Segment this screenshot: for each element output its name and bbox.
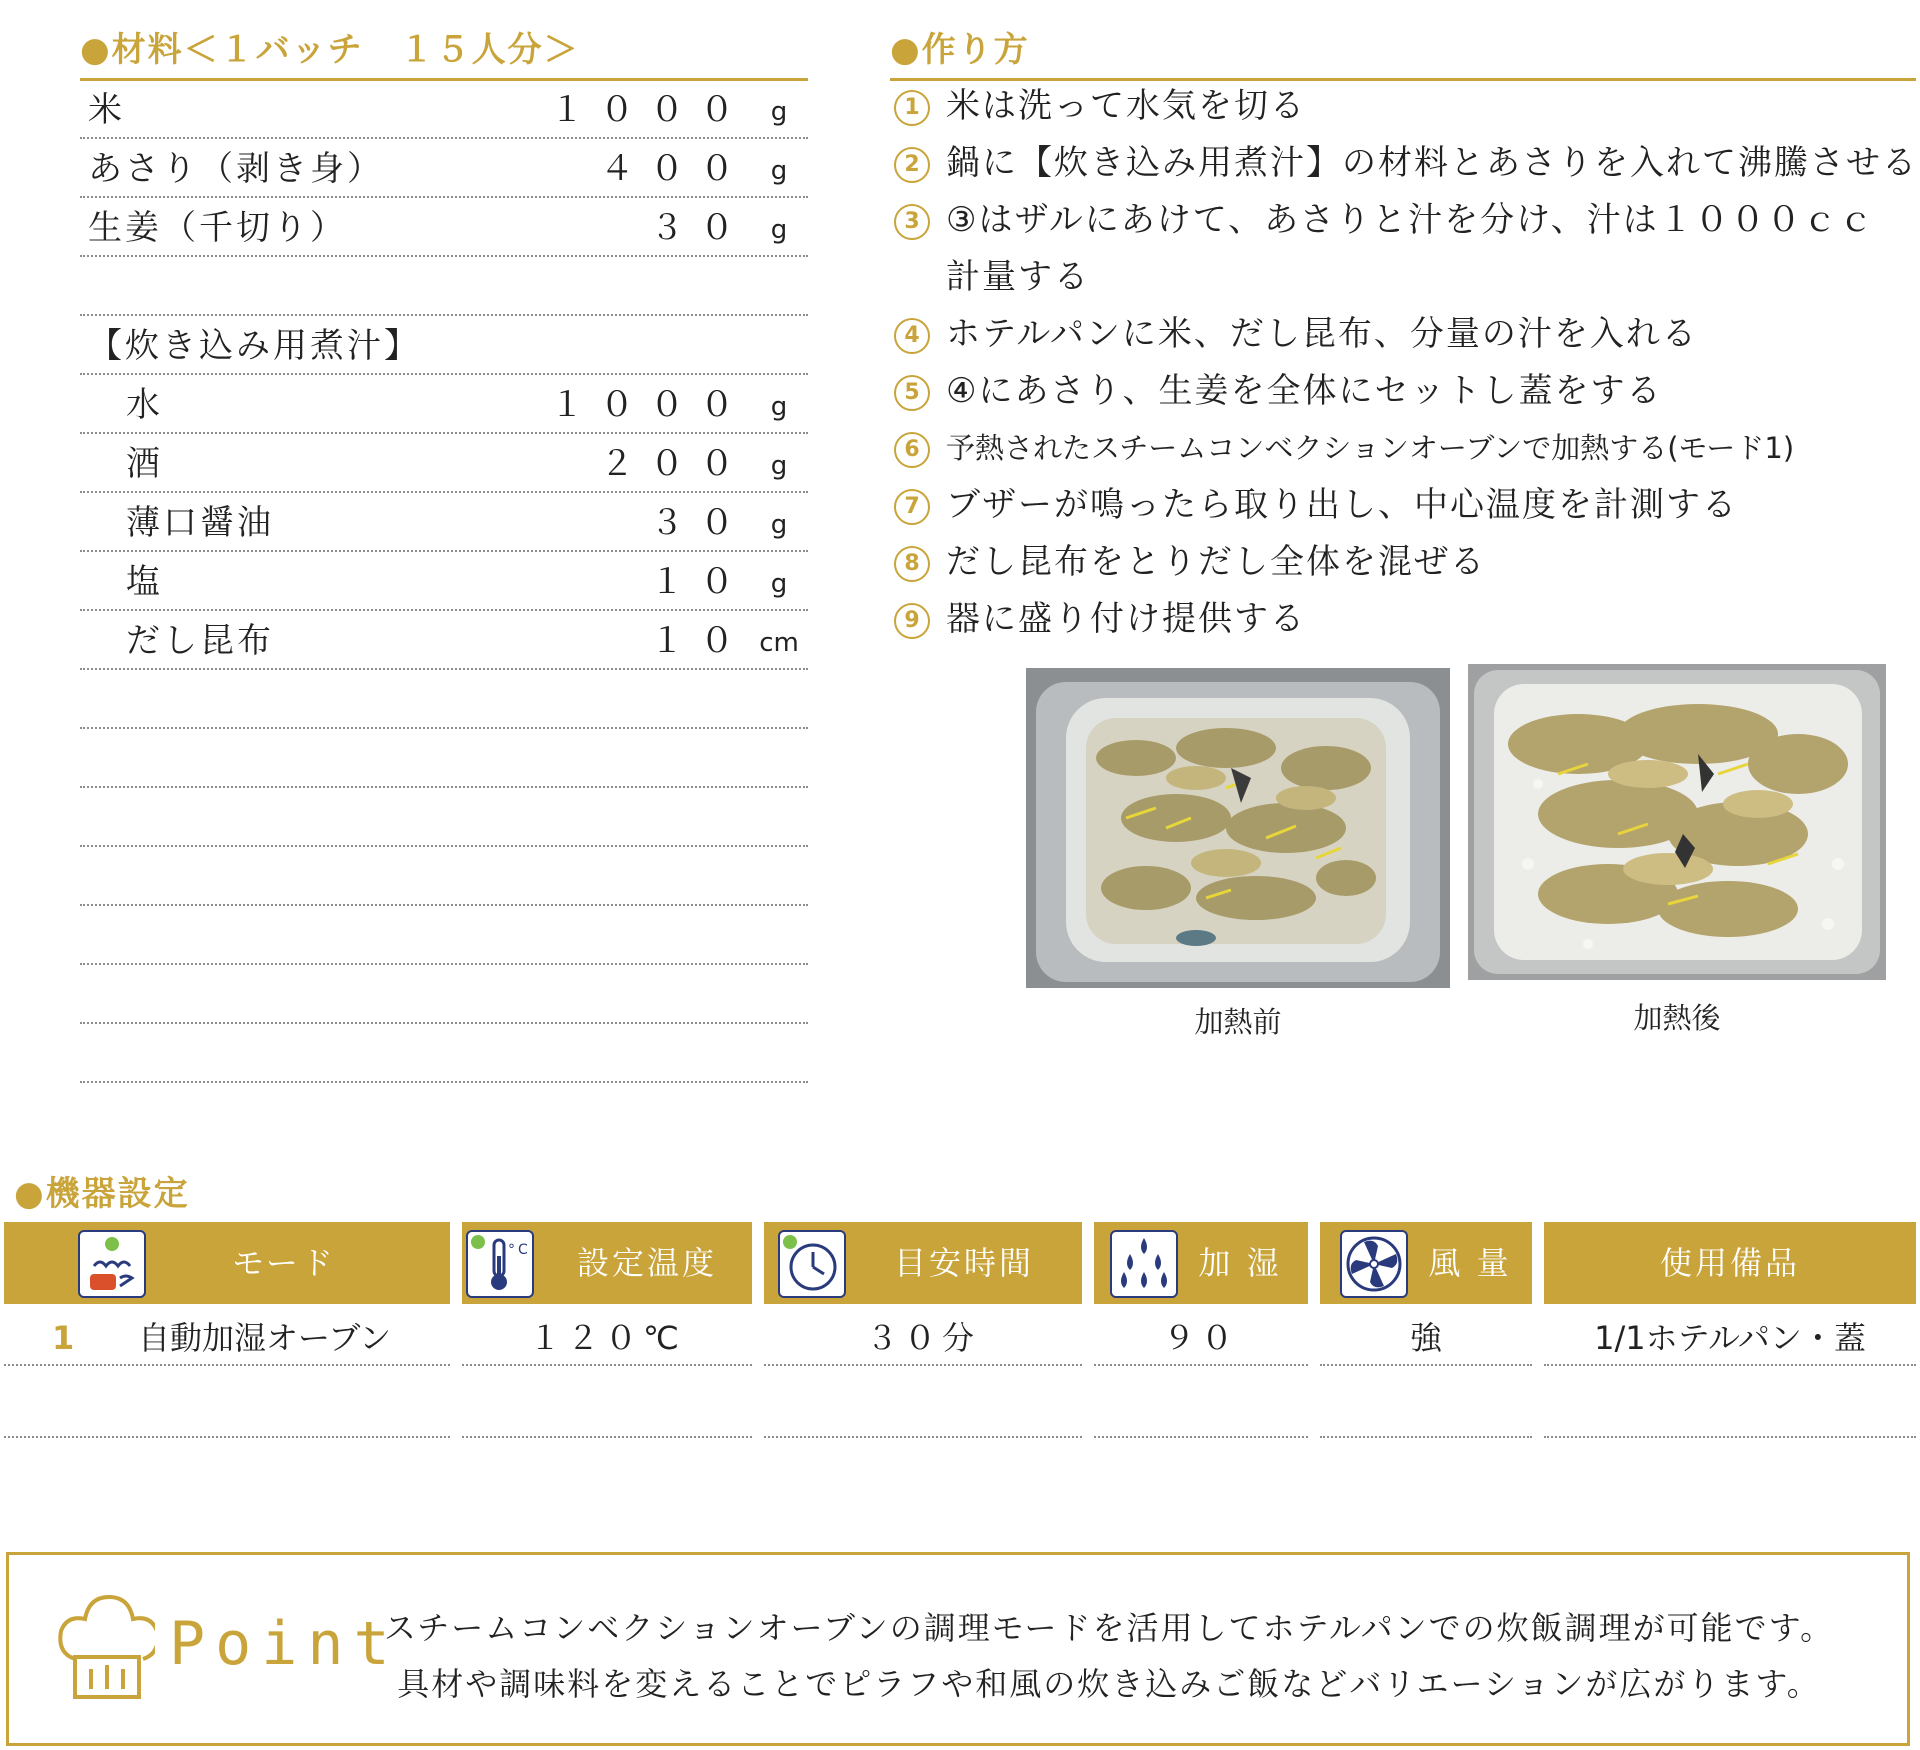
method-step <box>890 82 1910 139</box>
step-number-badge: 1 <box>894 90 930 126</box>
step-text: ④にあさり、生姜を全体にセットし蓋をする <box>946 371 1663 411</box>
row-index: 1 <box>52 1319 75 1357</box>
ingredient-name: 塩 <box>126 562 163 602</box>
method-title-rule <box>890 78 1916 81</box>
step-number-badge: 9 <box>894 603 930 639</box>
ingredient-row <box>80 377 808 434</box>
ingredient-quantity: ３０ <box>650 503 750 543</box>
ingredient-row <box>80 672 808 729</box>
chef-hat-icon <box>55 1589 155 1713</box>
ingredient-quantity: ２００ <box>600 444 750 484</box>
header-temp <box>462 1222 752 1304</box>
header-time <box>764 1222 1082 1304</box>
step-number-badge: 2 <box>894 147 930 183</box>
empty-row-cell <box>1544 1384 1916 1438</box>
ingredient-row <box>80 849 808 906</box>
step-number-badge: 7 <box>894 489 930 525</box>
ingredient-unit: g <box>770 569 788 599</box>
method-steps <box>890 82 1918 652</box>
ingredient-row <box>80 731 808 788</box>
step-text: 器に盛り付け提供する <box>946 599 1306 639</box>
header-humidity-label: 加 湿 <box>1198 1244 1282 1282</box>
ingredient-quantity: １０ <box>650 621 750 661</box>
ingredient-row <box>80 554 808 611</box>
step-text: だし昆布をとりだし全体を混ぜる <box>946 542 1486 582</box>
ingredient-row <box>80 141 808 198</box>
ingredient-row <box>80 259 808 316</box>
header-tools <box>1544 1222 1916 1304</box>
step-text: ブザーが鳴ったら取り出し、中心温度を計測する <box>946 485 1738 525</box>
ingredient-row <box>80 613 808 670</box>
empty-row-cell <box>4 1384 450 1438</box>
row-time: ３０分 <box>764 1312 1082 1366</box>
ingredient-unit: g <box>770 510 788 540</box>
point-label: Point <box>169 1609 400 1679</box>
ingredient-unit: cm <box>759 628 799 658</box>
method-step <box>890 481 1910 538</box>
empty-row-cell <box>1094 1384 1308 1438</box>
step-text: 米は洗って水気を切る <box>946 86 1306 126</box>
ingredient-row <box>80 495 808 552</box>
fan-icon <box>1340 1230 1408 1298</box>
method-step <box>890 139 1918 196</box>
row-temp: １２０℃ <box>462 1312 752 1366</box>
ingredient-name: 酒 <box>126 444 163 484</box>
ingredient-name: 生姜（千切り） <box>88 208 347 248</box>
step-number-badge: 4 <box>894 318 930 354</box>
header-time-label: 目安時間 <box>893 1244 1034 1282</box>
method-step <box>890 424 1910 481</box>
ingredient-row <box>80 82 808 139</box>
ingredients-list <box>80 82 808 1085</box>
ingredient-name: 水 <box>126 385 163 425</box>
photo-before-heating <box>1026 668 1450 988</box>
ingredient-quantity: ３０ <box>650 208 750 248</box>
point-box <box>6 1552 1910 1746</box>
ingredient-unit: g <box>770 97 788 127</box>
header-tools-label: 使用備品 <box>1659 1244 1800 1282</box>
ingredient-unit: g <box>770 156 788 186</box>
ingredient-quantity: １０ <box>650 562 750 602</box>
row-tools: 1/1ホテルパン・蓋 <box>1544 1312 1916 1366</box>
step-number-badge: 8 <box>894 546 930 582</box>
point-text-line-1: スチームコンベクションオーブンの調理モードを活用してホテルパンでの炊飯調理が可能です。 <box>383 1609 1835 1647</box>
ingredients-title: ●材料＜１バッチ １５人分＞ <box>80 30 580 70</box>
ingredient-unit: g <box>770 451 788 481</box>
step-number-badge: 3 <box>894 204 930 240</box>
ingredient-row <box>80 790 808 847</box>
empty-row-cell <box>1320 1384 1532 1438</box>
row-mode-cell <box>4 1312 450 1366</box>
method-step <box>890 310 1910 367</box>
ingredient-name: あさり（剥き身） <box>88 149 384 189</box>
step-number-badge: 6 <box>894 432 930 468</box>
step-number-badge: 5 <box>894 375 930 411</box>
photo-after-heating <box>1468 664 1886 980</box>
header-temp-label: 設定温度 <box>576 1244 717 1282</box>
step-text: 予熱されたスチームコンベクションオーブンで加熱する(モード1) <box>946 431 1795 465</box>
step-text: ③はザルにあけて、あさりと汁を分け、汁は１０００ｃｃ <box>946 200 1875 240</box>
ingredient-row <box>80 436 808 493</box>
step-text-continued: 計量する <box>946 257 1090 297</box>
row-humidity: ９０ <box>1094 1312 1308 1366</box>
ingredient-name: 米 <box>88 90 125 130</box>
ingredient-row <box>80 200 808 257</box>
header-fan-label: 風 量 <box>1428 1244 1512 1282</box>
header-mode-label: モード <box>232 1244 336 1282</box>
empty-row-cell <box>764 1384 1082 1438</box>
water-drops-icon <box>1110 1230 1178 1298</box>
method-step <box>890 538 1910 595</box>
method-step <box>890 196 1910 310</box>
ingredient-unit: g <box>770 392 788 422</box>
ingredient-quantity: ４００ <box>600 149 750 189</box>
empty-row-cell <box>462 1384 752 1438</box>
ingredient-name: だし昆布 <box>126 621 274 661</box>
ingredient-name: 【炊き込み用煮汁】 <box>88 326 421 366</box>
ingredient-row <box>80 318 808 375</box>
ingredients-title-rule <box>80 78 808 81</box>
point-text-line-2: 具材や調味料を変えることでピラフや和風の炊き込みご飯などバリエーションが広がります。 <box>397 1665 1821 1703</box>
svg-text:°C: °C <box>508 1242 531 1258</box>
step-text: 鍋に【炊き込み用煮汁】の材料とあさりを入れて沸騰させる <box>946 143 1918 183</box>
ingredient-quantity: １０００ <box>550 90 750 130</box>
header-mode <box>4 1222 450 1304</box>
photo-caption-after: 加熱後 <box>1633 1001 1721 1035</box>
equipment-title: ●機器設定 <box>14 1174 190 1214</box>
method-title: ●作り方 <box>890 30 1030 70</box>
ingredient-row <box>80 908 808 965</box>
steam-mode-icon <box>78 1230 146 1298</box>
ingredient-row <box>80 1026 808 1083</box>
row-mode: 自動加湿オーブン <box>138 1319 392 1357</box>
header-fan <box>1320 1222 1532 1304</box>
thermometer-icon <box>466 1230 534 1298</box>
ingredient-unit: g <box>770 215 788 245</box>
clock-icon <box>778 1230 846 1298</box>
row-fan: 強 <box>1320 1312 1532 1366</box>
ingredient-row <box>80 967 808 1024</box>
ingredient-quantity: １０００ <box>550 385 750 425</box>
step-text: ホテルパンに米、だし昆布、分量の汁を入れる <box>946 314 1698 354</box>
method-step <box>890 595 1910 652</box>
header-humidity <box>1094 1222 1308 1304</box>
ingredient-name: 薄口醤油 <box>126 503 274 543</box>
photo-caption-before: 加熱前 <box>1194 1005 1282 1039</box>
method-step <box>890 367 1910 424</box>
